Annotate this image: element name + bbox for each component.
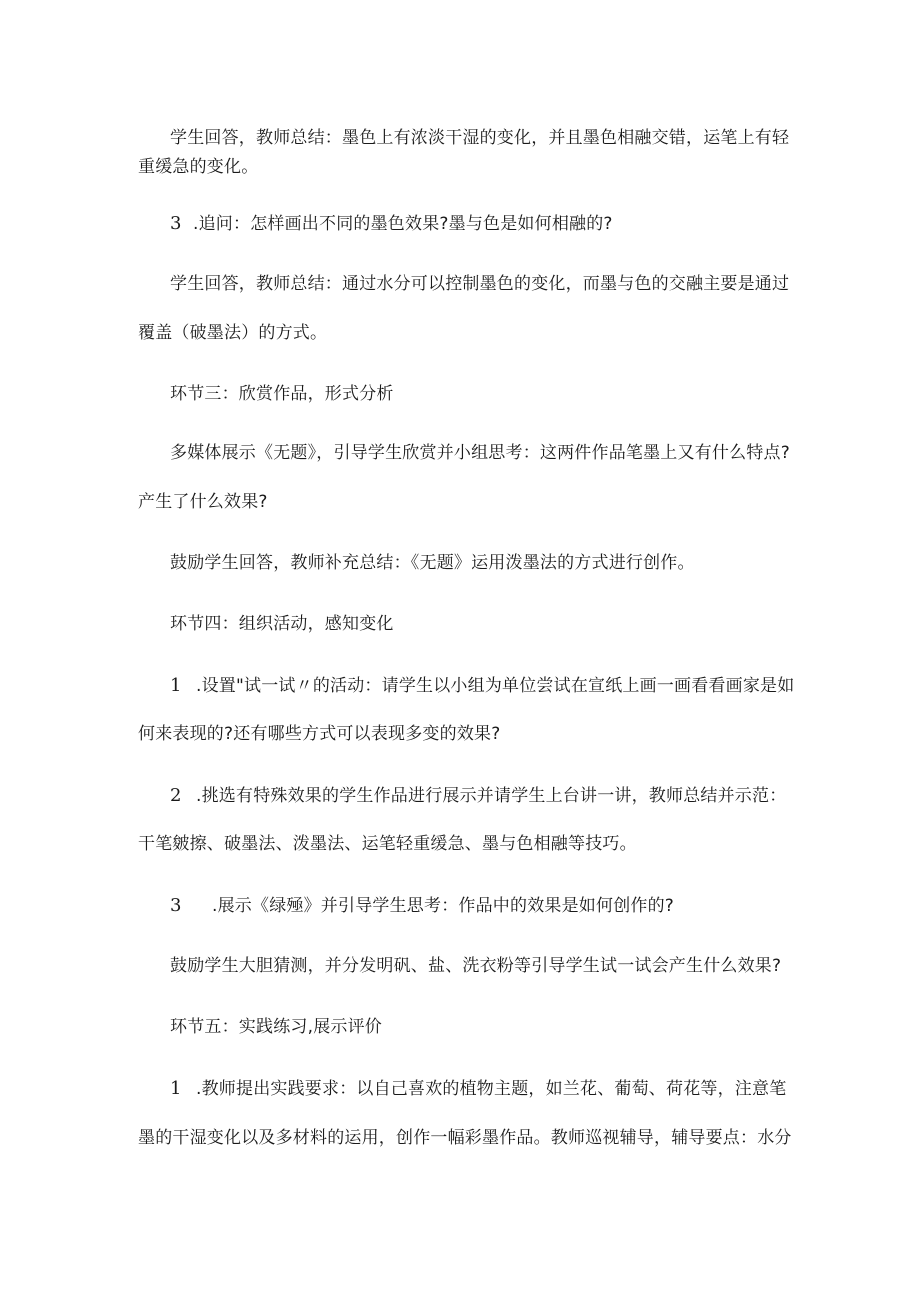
paragraph-line: 多媒体展示《无题》，引导学生欣赏并小组思考：这两件作品笔墨上又有什么特点? (170, 443, 790, 463)
paragraph-line: .展示《绿殛》并引导学生思考：作品中的效果是如何创作的? (212, 896, 675, 916)
paragraph-line: 墨的干湿变化以及多材料的运用，创作一幅彩墨作品。教师巡视辅导，辅导要点：水分 (138, 1128, 792, 1148)
section-heading: 环节五：实践练习,展示评价 (170, 1017, 383, 1037)
paragraph-line: 干笔皴擦、破墨法、泼墨法、运笔轻重缓急、墨与色相融等技巧。 (138, 834, 637, 854)
paragraph-line: .设置"试一试〃的活动：请学生以小组为单位尝试在宣纸上画一画看看画家是如 (196, 676, 795, 696)
list-number: 3 (170, 213, 182, 234)
paragraph-line: .教师提出实践要求：以自己喜欢的植物主题，如兰花、葡萄、荷花等，注意笔 (196, 1079, 787, 1099)
list-number: 2 (170, 785, 182, 806)
section-heading: 环节四：组织活动，感知变化 (170, 614, 394, 634)
paragraph-line: 何来表现的?还有哪些方式可以表现多变的效果? (138, 724, 501, 744)
paragraph-line: 产生了什么效果? (138, 492, 268, 512)
paragraph-line: 重缓急的变化。 (138, 157, 259, 177)
paragraph-line: .挑选有特殊效果的学生作品进行展示并请学生上台讲一讲，教师总结并示范： (196, 786, 787, 806)
list-number: 1 (170, 675, 182, 696)
list-number: 1 (170, 1078, 182, 1099)
section-heading: 环节三：欣赏作品，形式分析 (170, 384, 394, 404)
paragraph-line: 鼓励学生回答，教师补充总结：《无题》运用泼墨法的方式进行创作。 (170, 553, 695, 573)
list-number: 3 (170, 895, 182, 916)
paragraph-line: 鼓励学生大胆猜测，并分发明矾、盐、洗衣粉等引导学生试一试会产生什么效果? (170, 956, 782, 976)
paragraph-line: 学生回答，教师总结：通过水分可以控制墨色的变化，而墨与色的交融主要是通过 (170, 274, 790, 294)
paragraph-line: 覆盖（破墨法）的方式。 (138, 323, 328, 343)
paragraph-line: 学生回答，教师总结：墨色上有浓淡干湿的变化，并且墨色相融交错，运笔上有轻 (170, 128, 790, 148)
paragraph-line: .追问：怎样画出不同的墨色效果?墨与色是如何相融的? (193, 214, 613, 234)
